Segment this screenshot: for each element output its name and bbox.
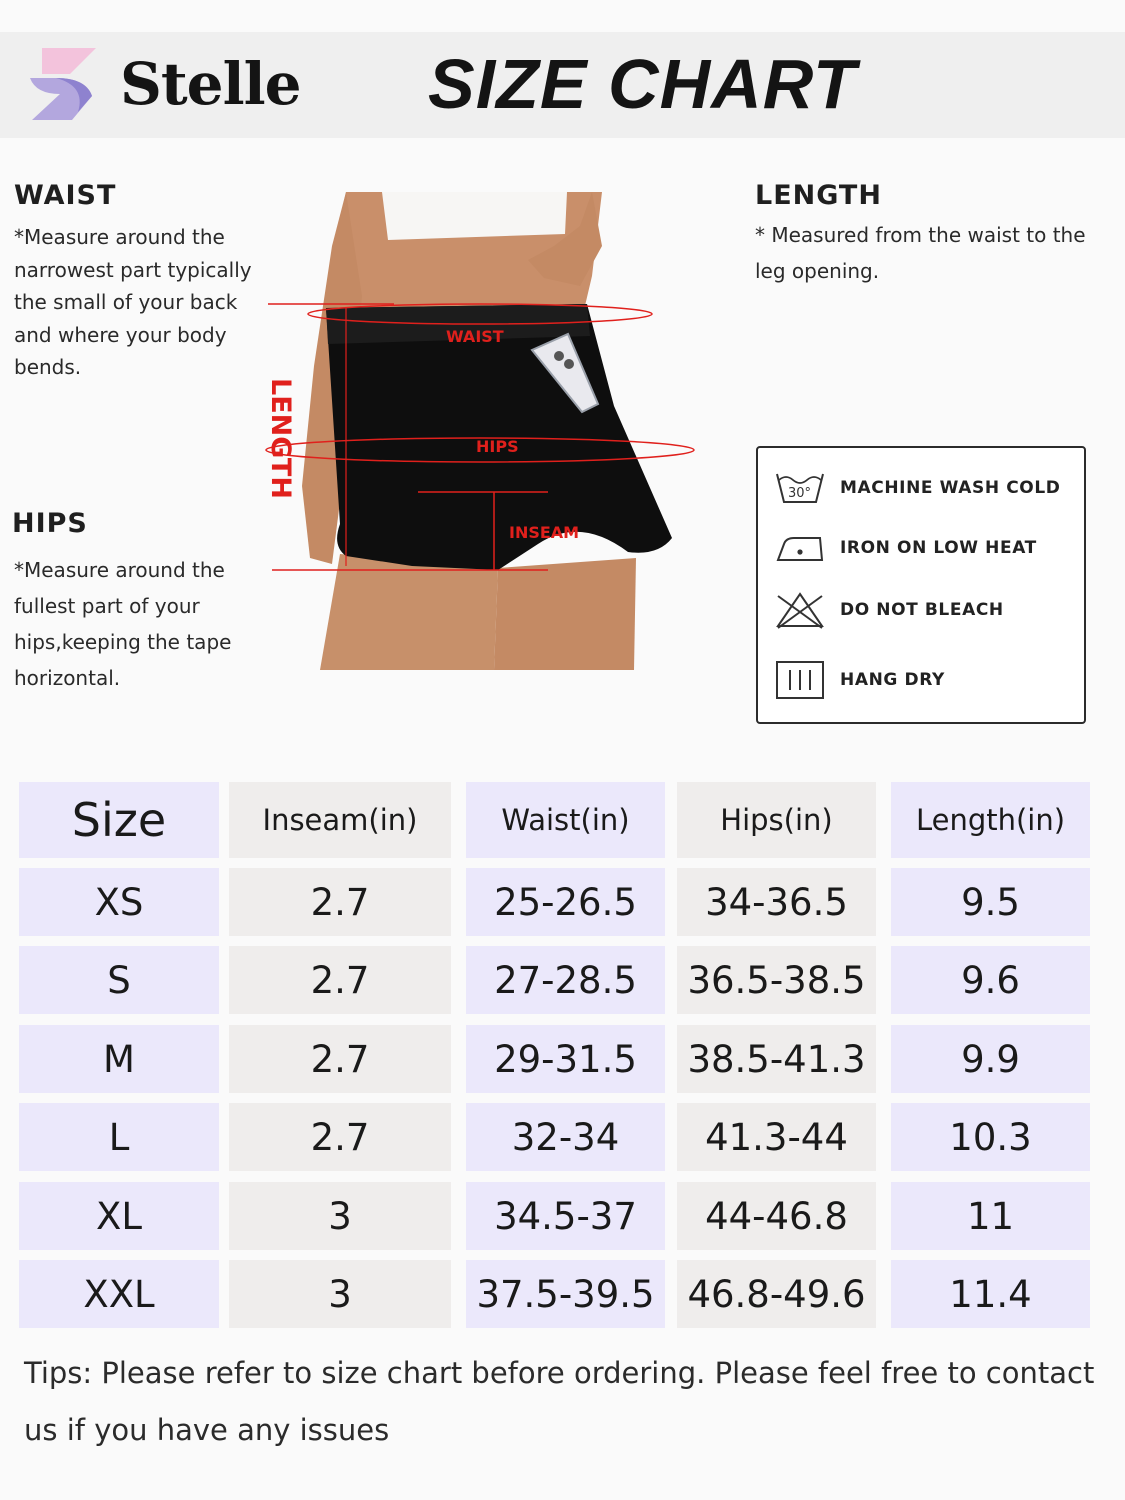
table-cell-waist: 37.5-39.5 xyxy=(466,1260,665,1328)
table-cell-hips: 41.3-44 xyxy=(677,1103,876,1171)
iron-icon xyxy=(774,528,826,568)
length-label: LENGTH xyxy=(265,378,296,499)
table-cell-length: 10.3 xyxy=(891,1103,1090,1171)
table-cell-inseam: 3 xyxy=(229,1260,451,1328)
care-item xyxy=(774,468,1074,508)
care-instructions-box xyxy=(756,446,1086,724)
table-cell-size: XL xyxy=(19,1182,219,1250)
table-cell-waist: 27-28.5 xyxy=(466,946,665,1014)
table-cell-inseam: 2.7 xyxy=(229,1025,451,1093)
care-label-iron: IRON ON LOW HEAT xyxy=(840,538,1037,558)
waist-heading: WAIST xyxy=(14,180,117,211)
table-cell-length: 9.6 xyxy=(891,946,1090,1014)
table-cell-size: M xyxy=(19,1025,219,1093)
care-item xyxy=(774,528,1074,568)
table-cell-hips: 36.5-38.5 xyxy=(677,946,876,1014)
column-header-hips: Hips(in) xyxy=(677,782,876,858)
length-heading: LENGTH xyxy=(755,180,882,211)
table-cell-waist: 29-31.5 xyxy=(466,1025,665,1093)
care-item xyxy=(774,590,1074,630)
table-cell-inseam: 3 xyxy=(229,1182,451,1250)
left-leg xyxy=(320,554,498,670)
care-label-wash: MACHINE WASH COLD xyxy=(840,478,1061,498)
hang-dry-icon xyxy=(774,660,826,700)
header-bar xyxy=(0,32,1125,138)
crop-top xyxy=(380,192,567,240)
table-cell-length: 11 xyxy=(891,1182,1090,1250)
table-cell-waist: 34.5-37 xyxy=(466,1182,665,1250)
table-cell-size: S xyxy=(19,946,219,1014)
table-cell-inseam: 2.7 xyxy=(229,868,451,936)
care-label-dry: HANG DRY xyxy=(840,670,945,690)
table-cell-waist: 32-34 xyxy=(466,1103,665,1171)
phone-camera xyxy=(554,351,564,361)
table-cell-length: 9.5 xyxy=(891,868,1090,936)
column-header-size: Size xyxy=(19,782,219,858)
length-instructions: * Measured from the waist to the leg opening. xyxy=(755,223,1086,283)
table-cell-hips: 46.8-49.6 xyxy=(677,1260,876,1328)
care-item xyxy=(774,660,1074,700)
shorts-measurement-diagram xyxy=(262,186,702,670)
waist-label: WAIST xyxy=(446,327,504,346)
table-cell-hips: 34-36.5 xyxy=(677,868,876,936)
hips-instructions: *Measure around the fullest part of your hips,keeping the tape horizontal. xyxy=(14,558,232,690)
no-bleach-icon xyxy=(774,590,826,630)
column-header-waist: Waist(in) xyxy=(466,782,665,858)
table-cell-hips: 38.5-41.3 xyxy=(677,1025,876,1093)
table-cell-inseam: 2.7 xyxy=(229,1103,451,1171)
column-header-inseam: Inseam(in) xyxy=(229,782,451,858)
page-title: SIZE CHART xyxy=(428,45,857,123)
table-cell-hips: 44-46.8 xyxy=(677,1182,876,1250)
right-leg xyxy=(494,558,636,670)
care-label-bleach: DO NOT BLEACH xyxy=(840,600,1004,620)
hips-label: HIPS xyxy=(476,437,519,456)
hips-heading: HIPS xyxy=(12,508,88,539)
phone-camera-2 xyxy=(564,359,574,369)
table-cell-size: XXL xyxy=(19,1260,219,1328)
table-cell-size: XS xyxy=(19,868,219,936)
wash-tub-icon xyxy=(774,468,826,508)
table-cell-length: 9.9 xyxy=(891,1025,1090,1093)
inseam-label: INSEAM xyxy=(509,523,580,542)
waist-instructions: *Measure around the narrowest part typically the small of your back and where your body bends. xyxy=(14,225,252,379)
table-cell-length: 11.4 xyxy=(891,1260,1090,1328)
tips-text: Tips: Please refer to size chart before ordering. Please feel free to contact us if you have any issues xyxy=(24,1356,1095,1447)
table-cell-waist: 25-26.5 xyxy=(466,868,665,936)
table-cell-inseam: 2.7 xyxy=(229,946,451,1014)
brand-name: Stelle xyxy=(120,50,301,118)
column-header-length: Length(in) xyxy=(891,782,1090,858)
wash-temperature: 30° xyxy=(788,486,812,501)
brand-logo-icon xyxy=(26,48,102,120)
table-cell-size: L xyxy=(19,1103,219,1171)
